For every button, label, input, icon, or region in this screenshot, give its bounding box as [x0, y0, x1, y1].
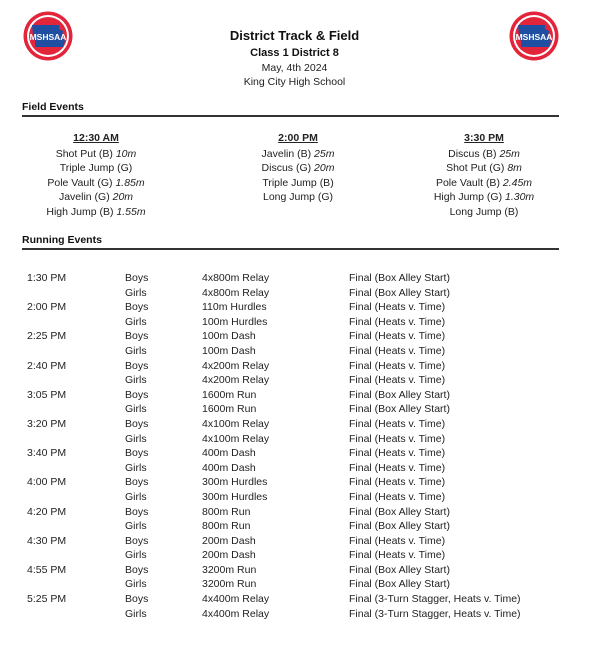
row-gender: Boys: [125, 417, 149, 430]
row-gender: Boys: [125, 505, 149, 518]
table-row: [22, 534, 521, 549]
field-event: [6, 161, 186, 176]
field-event: [208, 147, 388, 162]
row-time: [22, 461, 125, 476]
row-format: Final (3-Turn Stagger, Heats v. Time): [349, 593, 521, 606]
table-row: [22, 563, 521, 578]
row-event: 1600m Run: [202, 388, 257, 401]
row-time: [22, 577, 125, 592]
table-row: [22, 505, 521, 520]
row-format: Final (Heats v. Time): [349, 330, 446, 343]
running-events-heading: Running Events: [22, 234, 559, 250]
row-format: Final (Heats v. Time): [349, 417, 446, 430]
row-event: 300m Hurdles: [202, 490, 268, 503]
field-events-column: [208, 131, 388, 205]
field-event: [6, 176, 186, 191]
table-row: [22, 271, 521, 286]
row-time: 4:20 PM: [27, 505, 67, 518]
field-event-mark: 20m: [314, 162, 335, 174]
row-event: 800m Run: [202, 505, 251, 518]
logo-text: MSHSAA: [29, 32, 67, 42]
field-event: [394, 190, 574, 205]
row-time: [22, 519, 125, 534]
field-session-time: 2:00 PM: [278, 132, 318, 144]
table-row: [22, 359, 521, 374]
row-format: Final (Box Alley Start): [349, 578, 450, 591]
row-time: [22, 490, 125, 505]
row-gender: Girls: [125, 549, 147, 562]
table-row: [22, 300, 521, 315]
row-format: Final (Box Alley Start): [349, 505, 450, 518]
row-time: 4:30 PM: [27, 534, 67, 547]
row-time: 4:55 PM: [27, 563, 67, 576]
table-row: [22, 388, 521, 403]
row-gender: Girls: [125, 490, 147, 503]
field-event: [6, 190, 186, 205]
table-row: [22, 577, 521, 592]
row-gender: Girls: [125, 344, 147, 357]
row-time: [22, 607, 125, 622]
row-gender: Girls: [125, 315, 147, 328]
row-event: 4x800m Relay: [202, 286, 270, 299]
field-events-column: [394, 131, 574, 219]
row-time: 4:00 PM: [27, 476, 67, 489]
row-format: Final (Heats v. Time): [349, 447, 446, 460]
row-event: 200m Dash: [202, 549, 256, 562]
table-row: [22, 344, 521, 359]
field-event-name: Discus (G): [261, 162, 315, 174]
field-event-mark: 10m: [115, 147, 137, 160]
row-event: 4x100m Relay: [202, 432, 270, 445]
row-event: 100m Dash: [202, 344, 256, 357]
row-event: 110m Hurdles: [202, 301, 267, 314]
document-header: [0, 28, 589, 89]
field-event-name: Pole Vault (G): [47, 176, 116, 189]
row-gender: Boys: [125, 476, 149, 489]
meet-subtitle: Class 1 District 8: [250, 47, 339, 59]
row-gender: Boys: [125, 534, 149, 547]
field-event-name: Long Jump (B): [449, 205, 519, 218]
row-format: Final (Box Alley Start): [349, 388, 450, 401]
row-time: [22, 315, 125, 330]
table-row: [22, 490, 521, 505]
row-gender: Boys: [125, 388, 149, 401]
field-event-mark: 8m: [507, 162, 522, 174]
row-gender: Boys: [125, 447, 149, 460]
meet-title: District Track & Field: [229, 28, 360, 43]
row-format: Final (Box Alley Start): [349, 272, 450, 284]
field-event: [208, 161, 388, 176]
field-event: [394, 176, 574, 191]
row-time: [22, 548, 125, 563]
row-event: 400m Dash: [202, 461, 256, 474]
row-event: 4x200m Relay: [202, 374, 270, 387]
row-time: [22, 402, 125, 417]
row-time: [22, 344, 125, 359]
row-time: 2:25 PM: [27, 330, 67, 343]
row-event: 1600m Run: [202, 403, 257, 416]
running-events-table: [22, 271, 521, 621]
field-event: [6, 147, 186, 162]
row-event: 4x800m Relay: [202, 272, 270, 284]
row-event: 200m Dash: [202, 534, 256, 547]
row-time: 3:20 PM: [27, 417, 67, 430]
row-event: 3200m Run: [202, 563, 257, 576]
field-event-mark: 20m: [112, 191, 134, 203]
row-time: 1:30 PM: [27, 272, 67, 284]
field-event-mark: 1.30m: [505, 191, 535, 203]
row-time: 2:40 PM: [27, 359, 67, 372]
row-format: Final (Heats v. Time): [349, 344, 446, 357]
field-event-name: Triple Jump (B): [262, 176, 334, 189]
row-format: Final (Box Alley Start): [349, 403, 450, 416]
field-event-name: Javelin (G): [58, 191, 113, 203]
row-gender: Boys: [125, 359, 149, 372]
field-event-mark: 1.55m: [116, 205, 146, 218]
row-event: 4x100m Relay: [202, 417, 270, 430]
field-events-heading: Field Events: [22, 101, 559, 117]
table-row: [22, 329, 521, 344]
table-row: [22, 446, 521, 461]
field-event: [208, 176, 388, 191]
row-format: Final (Heats v. Time): [349, 315, 446, 328]
field-session-time: 12:30 AM: [73, 132, 119, 144]
table-row: [22, 475, 521, 490]
meet-location: King City High School: [243, 76, 346, 88]
row-gender: Boys: [125, 330, 149, 343]
row-gender: Boys: [125, 563, 149, 576]
meet-date: May, 4th 2024: [261, 62, 328, 74]
row-time: 3:05 PM: [27, 388, 67, 401]
row-gender: Girls: [125, 432, 147, 445]
row-format: Final (Heats v. Time): [349, 490, 446, 503]
field-event: [6, 205, 186, 220]
field-event-mark: 25m: [314, 147, 335, 160]
row-format: Final (3-Turn Stagger, Heats v. Time): [349, 607, 521, 620]
field-event-name: Shot Put (G): [446, 162, 508, 174]
table-row: [22, 607, 521, 622]
row-gender: Girls: [125, 374, 147, 387]
table-row: [22, 548, 521, 563]
row-event: 4x400m Relay: [202, 593, 270, 606]
row-event: 800m Run: [202, 520, 251, 533]
row-format: Final (Box Alley Start): [349, 286, 450, 299]
row-event: 100m Dash: [202, 330, 256, 343]
field-event-name: Discus (B): [448, 147, 500, 160]
field-session-time: 3:30 PM: [464, 132, 504, 144]
field-event-name: High Jump (G): [433, 191, 505, 203]
row-time: 5:25 PM: [27, 593, 67, 606]
row-format: Final (Heats v. Time): [349, 461, 446, 474]
field-events-column: [6, 131, 186, 219]
row-event: 100m Hurdles: [202, 315, 268, 328]
row-gender: Girls: [125, 403, 147, 416]
field-event-name: Pole Vault (B): [435, 176, 503, 189]
row-format: Final (Heats v. Time): [349, 301, 446, 314]
row-gender: Girls: [125, 578, 147, 591]
table-row: [22, 373, 521, 388]
row-event: 3200m Run: [202, 578, 257, 591]
field-event-name: Javelin (B): [261, 147, 315, 160]
row-format: Final (Heats v. Time): [349, 534, 446, 547]
row-gender: Girls: [125, 520, 147, 533]
row-gender: Girls: [125, 607, 147, 620]
field-event: [394, 161, 574, 176]
row-event: 4x200m Relay: [202, 359, 270, 372]
field-event-mark: 1.85m: [115, 176, 145, 189]
table-row: [22, 315, 521, 330]
field-event-mark: 25m: [499, 147, 520, 160]
field-event-name: Triple Jump (G): [59, 162, 133, 174]
table-row: [22, 432, 521, 447]
row-time: [22, 432, 125, 447]
table-row: [22, 592, 521, 607]
row-time: 3:40 PM: [27, 447, 67, 460]
row-format: Final (Box Alley Start): [349, 563, 450, 576]
row-gender: Boys: [125, 301, 149, 314]
row-gender: Boys: [125, 272, 149, 284]
row-time: [22, 286, 125, 301]
table-row: [22, 286, 521, 301]
table-row: [22, 402, 521, 417]
row-format: Final (Heats v. Time): [349, 359, 446, 372]
field-event: [394, 205, 574, 220]
row-event: 400m Dash: [202, 447, 256, 460]
field-event-name: Long Jump (G): [262, 191, 334, 203]
field-event-name: High Jump (B): [46, 205, 117, 218]
table-row: [22, 519, 521, 534]
row-time: 2:00 PM: [27, 301, 67, 314]
logo-text: MSHSAA: [515, 32, 553, 42]
table-row: [22, 417, 521, 432]
field-event-name: Shot Put (B): [55, 147, 116, 160]
row-format: Final (Heats v. Time): [349, 374, 446, 387]
row-gender: Girls: [125, 286, 147, 299]
row-gender: Boys: [125, 593, 149, 606]
row-format: Final (Heats v. Time): [349, 432, 446, 445]
row-event: 300m Hurdles: [202, 476, 268, 489]
table-row: [22, 461, 521, 476]
row-time: [22, 373, 125, 388]
field-event-mark: 2.45m: [502, 176, 533, 189]
field-event: [208, 190, 388, 205]
row-format: Final (Heats v. Time): [349, 476, 446, 489]
row-gender: Girls: [125, 461, 147, 474]
field-event: [394, 147, 574, 162]
row-event: 4x400m Relay: [202, 607, 270, 620]
row-format: Final (Heats v. Time): [349, 549, 446, 562]
row-format: Final (Box Alley Start): [349, 520, 450, 533]
